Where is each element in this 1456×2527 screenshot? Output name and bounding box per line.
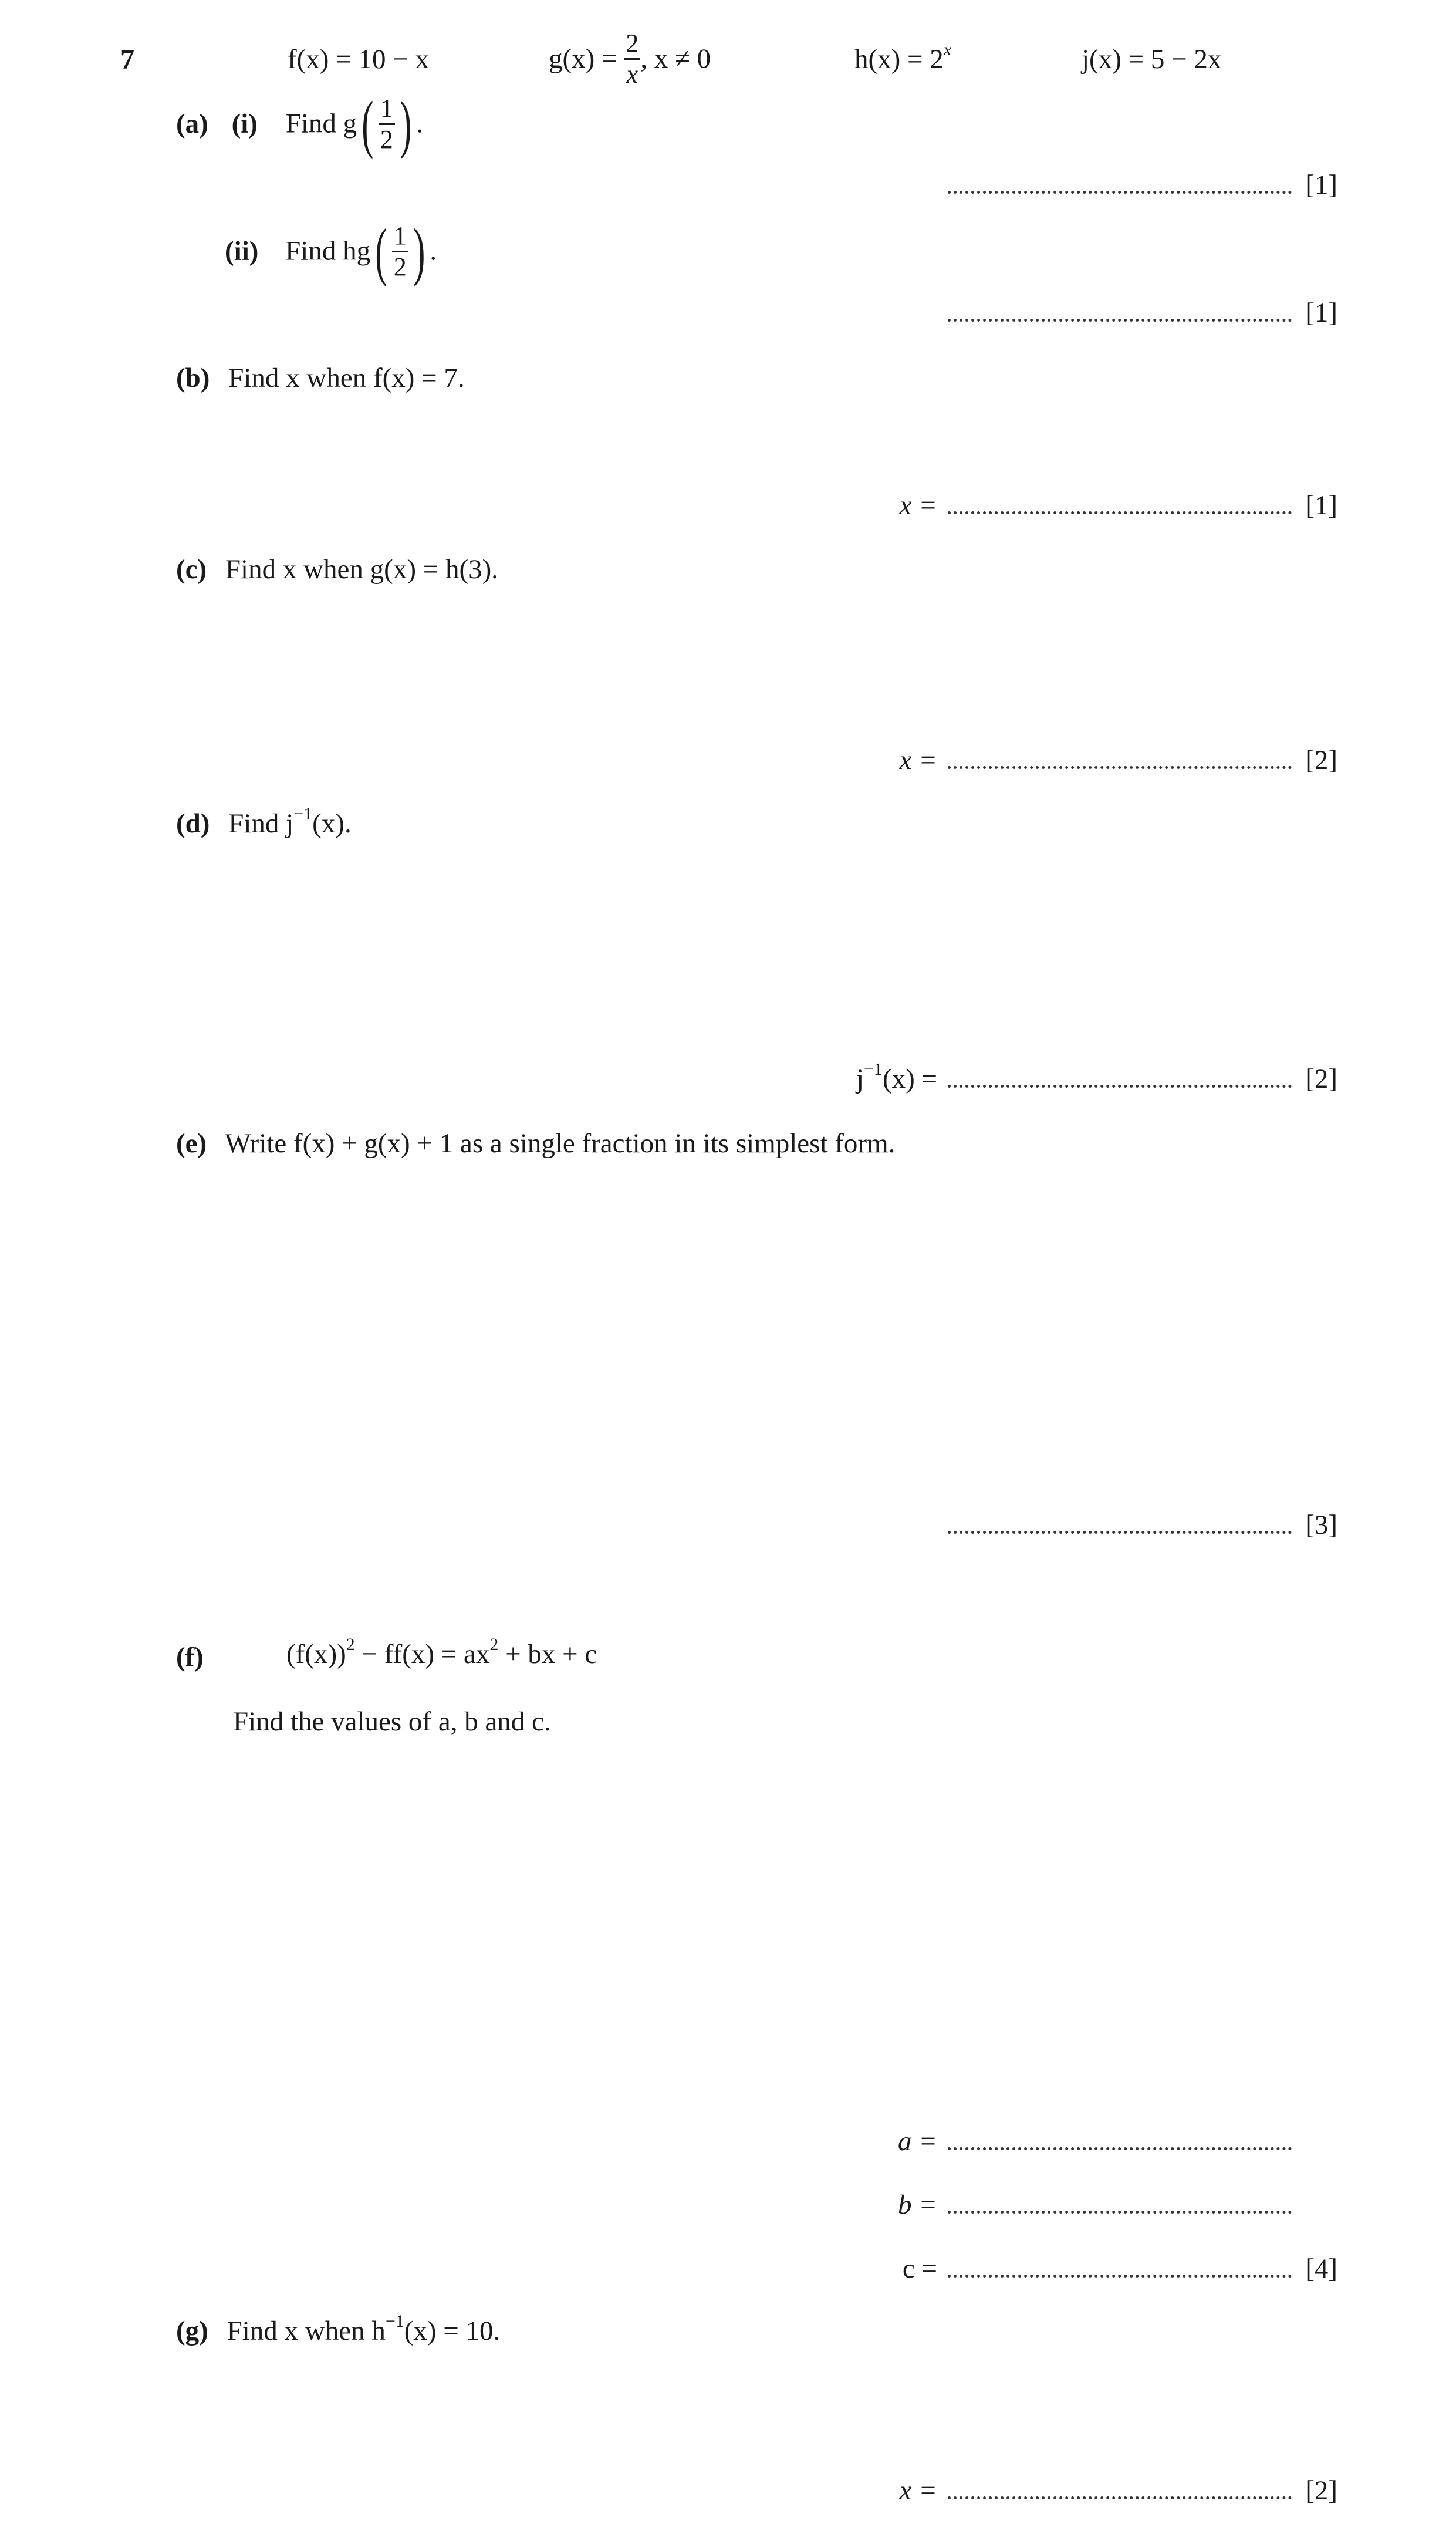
part-c bbox=[176, 556, 498, 583]
answer-label: x = bbox=[899, 490, 937, 521]
definition-g-condition: , x ≠ 0 bbox=[640, 43, 711, 74]
answer-label-pre: j bbox=[856, 1064, 864, 1094]
part-d-text-sup: −1 bbox=[293, 804, 313, 824]
part-d-text-post: (x). bbox=[312, 808, 352, 839]
part-a-label: (a) bbox=[176, 108, 208, 139]
part-g-text-post: (x) = 10. bbox=[404, 2316, 501, 2346]
mark-allocation: [2] bbox=[1305, 1064, 1337, 1094]
answer-dotted-line[interactable] bbox=[948, 2491, 1292, 2499]
part-d-answer-line bbox=[856, 1060, 1337, 1094]
part-b-answer-line bbox=[900, 492, 1337, 519]
part-a-ii-answer-line bbox=[948, 299, 1337, 327]
part-b-text: Find x when f(x) = 7. bbox=[228, 363, 465, 393]
part-a-ii-label: (ii) bbox=[225, 235, 259, 266]
close-paren-icon: ) bbox=[400, 88, 412, 160]
answer-dotted-line[interactable] bbox=[948, 2205, 1292, 2214]
answer-label: a = bbox=[898, 2126, 937, 2157]
open-paren-icon: ( bbox=[362, 88, 374, 160]
definition-g-lhs: g(x) = bbox=[549, 43, 617, 74]
part-b bbox=[176, 365, 465, 392]
part-a-ii: (ii) Find hg( $\frac{1}{2}$ ) . bbox=[225, 215, 437, 287]
part-a-i-text: Find g bbox=[285, 108, 357, 139]
part-a-i-denominator: 2 bbox=[380, 124, 393, 154]
answer-label: x = bbox=[899, 2475, 937, 2506]
mark-allocation: [1] bbox=[1305, 490, 1337, 521]
part-d-text-pre: Find j bbox=[228, 808, 294, 839]
part-g-text-pre: Find x when h bbox=[227, 2316, 386, 2346]
part-c-label: (c) bbox=[176, 554, 207, 585]
part-f-eq-sup1: 2 bbox=[346, 1635, 355, 1654]
part-a-i-fraction bbox=[379, 93, 395, 154]
answer-dotted-line[interactable] bbox=[948, 1079, 1292, 1088]
definition-g-numerator: 2 bbox=[624, 31, 640, 60]
part-f-eq-sup2: 2 bbox=[489, 1635, 499, 1654]
part-c-text: Find x when g(x) = h(3). bbox=[225, 554, 499, 585]
part-a-ii-fraction bbox=[392, 223, 408, 280]
mark-allocation: [1] bbox=[1305, 170, 1337, 200]
answer-dotted-line[interactable] bbox=[948, 185, 1292, 194]
definition-h-exponent: x bbox=[943, 40, 952, 59]
answer-label-post: (x) = bbox=[882, 1064, 937, 1094]
mark-allocation: [4] bbox=[1305, 2253, 1337, 2284]
part-a-ii-text: Find hg bbox=[285, 235, 371, 266]
part-d bbox=[176, 804, 352, 839]
part-d-label: (d) bbox=[176, 808, 210, 839]
part-f-label: (f) bbox=[176, 1642, 204, 1672]
mark-allocation: [1] bbox=[1305, 298, 1337, 328]
close-paren-icon: ) bbox=[413, 215, 425, 287]
part-g-answer-line bbox=[900, 2477, 1337, 2505]
open-paren-icon: ( bbox=[375, 215, 387, 287]
part-a-ii-denominator: 2 bbox=[393, 252, 407, 281]
definition-h bbox=[854, 40, 952, 75]
answer-label: c = bbox=[902, 2253, 937, 2284]
part-a-i-numerator: 1 bbox=[379, 96, 395, 125]
part-g-text-sup: −1 bbox=[385, 2312, 404, 2331]
part-f-eq-mid: − ff(x) = ax bbox=[354, 1639, 490, 1669]
part-a-i: (a) (i) Find g( $\frac{1}{2}$ ) . bbox=[176, 88, 424, 160]
answer-dotted-line[interactable] bbox=[948, 1525, 1292, 1534]
answer-label: b = bbox=[898, 2189, 937, 2220]
part-f-c-answer-line bbox=[903, 2255, 1337, 2283]
mark-allocation: [3] bbox=[1305, 1510, 1337, 1540]
part-f-equation bbox=[286, 1635, 597, 1669]
answer-dotted-line[interactable] bbox=[948, 505, 1292, 514]
answer-label-sup: −1 bbox=[864, 1060, 883, 1079]
definition-f: f(x) = 10 − x bbox=[288, 44, 429, 75]
part-e bbox=[176, 1130, 895, 1158]
part-e-text: Write f(x) + g(x) + 1 as a single fraction in its simplest form. bbox=[225, 1128, 896, 1159]
definition-g-fraction bbox=[624, 31, 640, 87]
part-g bbox=[176, 2312, 501, 2346]
mark-allocation: [2] bbox=[1305, 2475, 1337, 2506]
answer-dotted-line[interactable] bbox=[948, 313, 1292, 322]
answer-dotted-line[interactable] bbox=[948, 760, 1292, 769]
part-f-eq-post: + bx + c bbox=[498, 1639, 597, 1669]
part-a-ii-numerator: 1 bbox=[392, 223, 408, 252]
definition-j: j(x) = 5 − 2x bbox=[1082, 44, 1222, 75]
part-b-label: (b) bbox=[176, 363, 210, 393]
part-f-b-answer-line bbox=[898, 2191, 1292, 2219]
part-f-text: Find the values of a, b and c. bbox=[233, 1706, 551, 1737]
definition-g-denominator: x bbox=[626, 60, 639, 89]
question-number: 7 bbox=[120, 44, 134, 75]
definition-h-base: h(x) = 2 bbox=[854, 44, 944, 75]
answer-label: x = bbox=[899, 745, 937, 775]
part-e-answer-line bbox=[948, 1512, 1337, 1539]
answer-dotted-line[interactable] bbox=[948, 2269, 1292, 2278]
part-g-label: (g) bbox=[176, 2316, 208, 2346]
part-a-i-label: (i) bbox=[231, 108, 258, 139]
answer-dotted-line[interactable] bbox=[948, 2141, 1292, 2150]
definition-g bbox=[549, 31, 711, 87]
part-e-label: (e) bbox=[176, 1128, 207, 1159]
part-a-i-answer-line bbox=[948, 171, 1337, 199]
part-c-answer-line bbox=[900, 747, 1337, 774]
part-f-eq-pre: (f(x)) bbox=[286, 1639, 346, 1669]
part-f-a-answer-line bbox=[898, 2128, 1292, 2155]
mark-allocation: [2] bbox=[1305, 745, 1337, 775]
